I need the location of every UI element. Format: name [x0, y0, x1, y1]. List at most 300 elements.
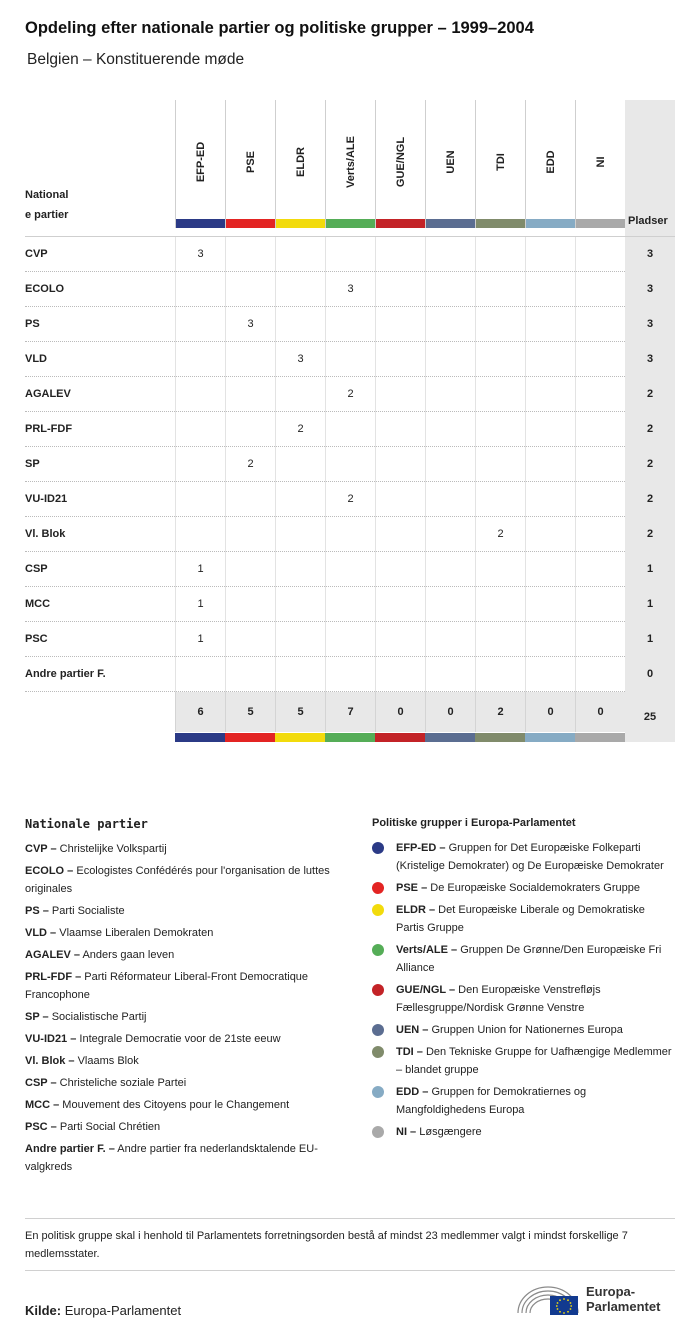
row-total: 3 — [625, 237, 675, 272]
logo-text-line-1: Europa- — [586, 1284, 636, 1299]
row-total: 2 — [625, 482, 675, 517]
seat-cell: 3 — [325, 272, 375, 307]
party-abbreviation: Vl. Blok – — [25, 1055, 75, 1067]
row-total: 3 — [625, 342, 675, 377]
seat-cell — [225, 377, 275, 412]
table-row — [25, 342, 675, 377]
column-total: 0 — [425, 692, 475, 732]
chart-subtitle: Belgien – Konstituerende møde — [27, 51, 245, 68]
column-header-6 — [475, 100, 525, 228]
table-row — [25, 517, 675, 552]
column-header-8 — [575, 100, 625, 228]
row-total: 3 — [625, 307, 675, 342]
seat-cell — [375, 272, 425, 307]
seat-cell — [525, 272, 575, 307]
party-abbreviation: CVP – — [25, 843, 57, 855]
group-full-name: Den Tekniske Gruppe for Uafhængige Medlemmer – blandet gruppe — [396, 1046, 672, 1076]
group-abbreviation: TDI – — [396, 1046, 423, 1058]
group-color-dot — [372, 944, 384, 956]
column-header-label: UEN — [444, 150, 457, 174]
seat-cell: 2 — [475, 517, 525, 552]
source-text: Europa-Parlamentet — [61, 1303, 182, 1318]
national-party-legend-item — [25, 1030, 345, 1048]
seat-cell — [275, 622, 325, 657]
source-label: Kilde: — [25, 1303, 62, 1318]
seat-cell — [275, 587, 325, 622]
group-color-dot — [372, 842, 384, 854]
seat-cell — [325, 657, 375, 692]
seat-cell — [375, 377, 425, 412]
column-color-bar — [376, 219, 425, 228]
seat-cell — [375, 342, 425, 377]
seat-cell — [175, 517, 225, 552]
divider — [25, 1270, 675, 1271]
chart-title: Opdeling efter nationale partier og politiske grupper – 1999–2004 — [25, 19, 534, 37]
party-name: VLD — [25, 353, 47, 365]
seat-cell — [425, 237, 475, 272]
seat-cell — [475, 482, 525, 517]
national-party-legend-item — [25, 840, 345, 858]
seat-cell — [475, 552, 525, 587]
party-name: Vl. Blok — [25, 528, 66, 540]
seat-cell — [525, 342, 575, 377]
column-color-bar — [325, 733, 375, 742]
party-name: CSP — [25, 563, 48, 575]
seat-cell — [275, 447, 325, 482]
political-groups-legend-title: Politiske grupper i Europa-Parlamentet — [372, 817, 576, 829]
table-row — [25, 447, 675, 482]
group-color-dot — [372, 1086, 384, 1098]
column-header-label: GUE/NGL — [394, 136, 407, 188]
group-legend-item — [372, 839, 672, 875]
seat-cell — [425, 272, 475, 307]
party-abbreviation: VU-ID21 – — [25, 1033, 77, 1045]
column-color-bar — [425, 733, 475, 742]
table-body — [25, 237, 675, 692]
party-name: MCC — [25, 598, 51, 610]
column-header-label: PSE — [244, 150, 257, 174]
table-row — [25, 272, 675, 307]
party-full-name: Parti Socialiste — [48, 905, 125, 917]
seat-cell — [425, 342, 475, 377]
party-name: SP — [25, 458, 40, 470]
seat-cell — [525, 412, 575, 447]
party-abbreviation: PS – — [25, 905, 49, 917]
column-header-label: TDI — [494, 153, 507, 171]
group-abbreviation: UEN – — [396, 1024, 429, 1036]
seat-cell — [475, 622, 525, 657]
seat-cell — [525, 587, 575, 622]
table-row — [25, 307, 675, 342]
party-name: PSC — [25, 633, 48, 645]
column-color-bar — [326, 219, 375, 228]
seat-cell — [225, 342, 275, 377]
column-total: 6 — [175, 692, 225, 732]
party-full-name: Parti Social Chrétien — [56, 1121, 161, 1133]
group-color-dot — [372, 984, 384, 996]
seat-cell — [175, 342, 225, 377]
seat-cell — [575, 482, 625, 517]
grand-total: 25 — [625, 692, 675, 742]
seat-cell — [525, 657, 575, 692]
seat-cell — [425, 622, 475, 657]
column-total: 5 — [275, 692, 325, 732]
group-abbreviation: PSE – — [396, 882, 428, 894]
parliament-hemicycle-icon — [516, 1283, 580, 1317]
row-total: 1 — [625, 587, 675, 622]
column-header-2 — [275, 100, 325, 228]
group-color-dot — [372, 1024, 384, 1036]
seat-cell — [325, 447, 375, 482]
party-abbreviation: MCC – — [25, 1099, 60, 1111]
seat-cell — [425, 552, 475, 587]
column-color-bar — [375, 733, 425, 742]
column-header-4 — [375, 100, 425, 228]
group-abbreviation: Verts/ALE – — [396, 944, 458, 956]
column-color-bar — [176, 219, 225, 228]
column-color-bar — [475, 733, 525, 742]
seat-cell — [525, 552, 575, 587]
column-total: 0 — [575, 692, 625, 732]
political-groups-legend — [372, 817, 672, 1145]
seat-cell — [575, 307, 625, 342]
seat-cell — [325, 587, 375, 622]
seat-cell — [175, 657, 225, 692]
national-parties-legend — [25, 817, 345, 1180]
seat-cell — [375, 237, 425, 272]
row-header-line-1: National — [25, 189, 69, 201]
seat-cell — [225, 622, 275, 657]
party-full-name: Christelijke Volkspartij — [56, 843, 167, 855]
column-color-bar — [225, 733, 275, 742]
party-full-name: Integrale Democratie voor de 21ste eeuw — [76, 1033, 281, 1045]
group-full-name: Gruppen Union for Nationernes Europa — [428, 1024, 623, 1036]
seat-cell — [275, 237, 325, 272]
group-legend-item — [372, 1123, 672, 1141]
seat-cell — [575, 657, 625, 692]
party-name: Andre partier F. — [25, 668, 106, 680]
national-party-legend-item — [25, 1140, 345, 1176]
seat-cell — [175, 412, 225, 447]
party-full-name: Anders gaan leven — [80, 949, 175, 961]
group-legend-item — [372, 941, 672, 977]
column-header-0 — [175, 100, 225, 228]
seat-cell — [375, 412, 425, 447]
total-column-label: Pladser — [628, 215, 668, 227]
column-color-bar — [476, 219, 525, 228]
party-full-name: Parti Réformateur Liberal-Front Democratique Francophone — [25, 971, 309, 1001]
party-abbreviation: PRL-FDF – — [25, 971, 82, 983]
party-full-name: Vlaamse Liberalen Demokraten — [56, 927, 214, 939]
column-total: 7 — [325, 692, 375, 732]
seat-cell — [425, 412, 475, 447]
seat-cell — [575, 412, 625, 447]
seat-cell — [325, 307, 375, 342]
party-abbreviation: SP – — [25, 1011, 49, 1023]
seat-cell — [325, 552, 375, 587]
seat-cell — [425, 517, 475, 552]
group-color-dot — [372, 904, 384, 916]
seat-cell — [425, 307, 475, 342]
seat-cell — [375, 307, 425, 342]
national-party-legend-item — [25, 924, 345, 942]
party-name: AGALEV — [25, 388, 71, 400]
seat-cell: 2 — [325, 377, 375, 412]
column-color-bar — [175, 733, 225, 742]
seat-cell — [575, 377, 625, 412]
column-header-5 — [425, 100, 475, 228]
seat-cell — [575, 622, 625, 657]
national-party-legend-item — [25, 968, 345, 1004]
row-total: 3 — [625, 272, 675, 307]
group-legend-item — [372, 1043, 672, 1079]
seat-cell — [175, 482, 225, 517]
seat-cell — [375, 552, 425, 587]
seat-cell: 1 — [175, 622, 225, 657]
seat-cell — [325, 517, 375, 552]
seat-cell — [475, 342, 525, 377]
party-full-name: Andre partier fra nederlandsktalende EU-valgkreds — [25, 1143, 318, 1173]
table-row — [25, 237, 675, 272]
seat-cell — [575, 272, 625, 307]
party-full-name: Mouvement des Citoyens pour le Changement — [59, 1099, 290, 1111]
seat-cell — [225, 272, 275, 307]
row-total: 2 — [625, 412, 675, 447]
group-full-name: Gruppen for Det Europæiske Folkeparti (Kristelige Demokrater) og De Europæiske Demokrater — [396, 842, 664, 872]
seat-cell — [375, 517, 425, 552]
group-full-name: Løsgængere — [416, 1126, 482, 1138]
seat-cell — [175, 447, 225, 482]
column-header-label: Verts/ALE — [344, 136, 357, 188]
national-party-legend-item — [25, 1096, 345, 1114]
seat-cell — [525, 237, 575, 272]
seat-cell — [425, 587, 475, 622]
divider — [25, 1218, 675, 1219]
seat-cell: 3 — [275, 342, 325, 377]
party-name: CVP — [25, 248, 48, 260]
seat-cell — [325, 622, 375, 657]
column-color-bar — [226, 219, 275, 228]
group-full-name: Det Europæiske Liberale og Demokratiske Partis Gruppe — [396, 904, 645, 934]
seat-cell — [275, 272, 325, 307]
total-column-header — [625, 100, 675, 237]
totals-row — [25, 692, 675, 742]
column-total: 0 — [375, 692, 425, 732]
column-color-bar — [575, 733, 625, 742]
row-total: 2 — [625, 517, 675, 552]
seat-cell — [275, 482, 325, 517]
seat-cell — [275, 517, 325, 552]
seat-cell — [375, 657, 425, 692]
group-color-dot — [372, 1046, 384, 1058]
seat-cell — [375, 587, 425, 622]
row-total: 1 — [625, 622, 675, 657]
national-party-legend-item — [25, 1008, 345, 1026]
row-total: 0 — [625, 657, 675, 692]
group-legend-item — [372, 879, 672, 897]
column-header-label: NI — [594, 156, 607, 168]
column-header-7 — [525, 100, 575, 228]
group-legend-item — [372, 901, 672, 937]
seat-cell — [225, 587, 275, 622]
seat-cell — [225, 482, 275, 517]
seat-cell — [425, 482, 475, 517]
party-abbreviation: VLD – — [25, 927, 57, 939]
column-total: 5 — [225, 692, 275, 732]
party-name: PRL-FDF — [25, 423, 73, 435]
seat-cell — [375, 447, 425, 482]
group-full-name: Gruppen De Grønne/Den Europæiske Fri Alliance — [396, 944, 662, 974]
national-party-legend-item — [25, 946, 345, 964]
seat-cell — [525, 377, 575, 412]
row-total: 1 — [625, 552, 675, 587]
seat-cell — [225, 552, 275, 587]
national-parties-legend-title: Nationale partier — [25, 817, 148, 831]
group-color-dot — [372, 882, 384, 894]
seat-cell — [275, 307, 325, 342]
seat-cell — [525, 307, 575, 342]
national-party-legend-item — [25, 1052, 345, 1070]
party-name: VU-ID21 — [25, 493, 68, 505]
seat-cell — [525, 482, 575, 517]
seat-cell — [275, 552, 325, 587]
seat-cell — [475, 412, 525, 447]
group-abbreviation: EDD – — [396, 1086, 429, 1098]
row-header-line-2: e partier — [25, 209, 69, 221]
column-color-bar — [426, 219, 475, 228]
seat-cell — [475, 272, 525, 307]
party-abbreviation: PSC – — [25, 1121, 57, 1133]
seat-cell — [575, 342, 625, 377]
table-row — [25, 412, 675, 447]
column-total: 0 — [525, 692, 575, 732]
seat-cell — [325, 237, 375, 272]
column-header-label: EFP-ED — [194, 141, 207, 183]
column-color-bar — [526, 219, 575, 228]
logo-text — [586, 1284, 660, 1314]
seat-cell — [525, 447, 575, 482]
column-header-label: ELDR — [294, 147, 307, 177]
group-abbreviation: ELDR – — [396, 904, 436, 916]
seat-cell — [225, 517, 275, 552]
seat-cell — [525, 517, 575, 552]
row-header — [25, 185, 115, 225]
footnote: En politisk gruppe skal i henhold til Parlamentets forretningsorden bestå af mindst 23 medlemmer valgt i mindst forskellige 7 medlemsstater. — [25, 1230, 628, 1260]
seat-cell — [425, 657, 475, 692]
seat-cell — [475, 237, 525, 272]
column-header-1 — [225, 100, 275, 228]
group-legend-item — [372, 981, 672, 1017]
seat-cell — [525, 622, 575, 657]
seat-cell — [225, 237, 275, 272]
group-legend-item — [372, 1021, 672, 1039]
party-name: PS — [25, 318, 40, 330]
seat-cell — [425, 377, 475, 412]
column-color-bar — [275, 733, 325, 742]
national-party-legend-item — [25, 1074, 345, 1092]
row-total: 2 — [625, 447, 675, 482]
seat-cell — [475, 657, 525, 692]
party-full-name: Christeliche soziale Partei — [56, 1077, 187, 1089]
column-color-bar — [276, 219, 325, 228]
table-row — [25, 377, 675, 412]
party-name: ECOLO — [25, 283, 65, 295]
seat-cell — [275, 377, 325, 412]
seat-cell — [575, 587, 625, 622]
group-full-name: De Europæiske Socialdemokraters Gruppe — [427, 882, 640, 894]
table-row — [25, 552, 675, 587]
seat-cell: 2 — [275, 412, 325, 447]
national-party-legend-item — [25, 862, 345, 898]
seat-cell — [575, 552, 625, 587]
table-row — [25, 587, 675, 622]
seat-cell — [475, 307, 525, 342]
row-total: 2 — [625, 377, 675, 412]
column-total: 2 — [475, 692, 525, 732]
party-abbreviation: ECOLO – — [25, 865, 74, 877]
seat-cell: 2 — [325, 482, 375, 517]
seat-cell — [225, 657, 275, 692]
group-abbreviation: GUE/NGL – — [396, 984, 456, 996]
table-row — [25, 482, 675, 517]
seat-cell — [475, 447, 525, 482]
source-line — [25, 1303, 181, 1318]
party-full-name: Ecologistes Confédérés pour l'organisation de luttes originales — [25, 865, 330, 895]
group-color-dot — [372, 1126, 384, 1138]
seat-cell — [575, 517, 625, 552]
national-party-legend-item — [25, 902, 345, 920]
seat-cell: 1 — [175, 587, 225, 622]
party-full-name: Vlaams Blok — [74, 1055, 139, 1067]
group-full-name: Gruppen for Demokratiernes og Mangfoldighedens Europa — [396, 1086, 587, 1116]
column-header-3 — [325, 100, 375, 228]
seat-cell — [325, 412, 375, 447]
seat-cell — [325, 342, 375, 377]
seat-cell — [175, 307, 225, 342]
europarl-logo — [516, 1283, 676, 1317]
seat-cell — [575, 237, 625, 272]
group-legend-item — [372, 1083, 672, 1119]
seat-cell — [575, 447, 625, 482]
seat-cell: 3 — [175, 237, 225, 272]
group-abbreviation: NI – — [396, 1126, 417, 1138]
seat-cell — [375, 622, 425, 657]
seat-cell — [175, 377, 225, 412]
seat-cell — [275, 657, 325, 692]
seat-cell: 3 — [225, 307, 275, 342]
seat-cell — [225, 412, 275, 447]
party-full-name: Socialistische Partij — [48, 1011, 147, 1023]
party-abbreviation: CSP – — [25, 1077, 57, 1089]
seat-cell — [475, 377, 525, 412]
column-header-label: EDD — [544, 150, 557, 174]
seat-cell — [175, 272, 225, 307]
seat-cell: 1 — [175, 552, 225, 587]
table-row — [25, 622, 675, 657]
party-abbreviation: AGALEV – — [25, 949, 81, 961]
seat-cell — [425, 447, 475, 482]
column-color-bar — [576, 219, 625, 228]
table-row — [25, 657, 675, 692]
group-abbreviation: EFP-ED – — [396, 842, 446, 854]
column-color-bar — [525, 733, 575, 742]
seat-cell — [475, 587, 525, 622]
national-party-legend-item — [25, 1118, 345, 1136]
party-abbreviation: Andre partier F. – — [25, 1143, 115, 1155]
group-full-name: Den Europæiske Venstrefløjs Fællesgruppe/Nordisk Grønne Venstre — [396, 984, 601, 1014]
logo-text-line-2: Parlamentet — [586, 1299, 661, 1314]
seat-cell: 2 — [225, 447, 275, 482]
